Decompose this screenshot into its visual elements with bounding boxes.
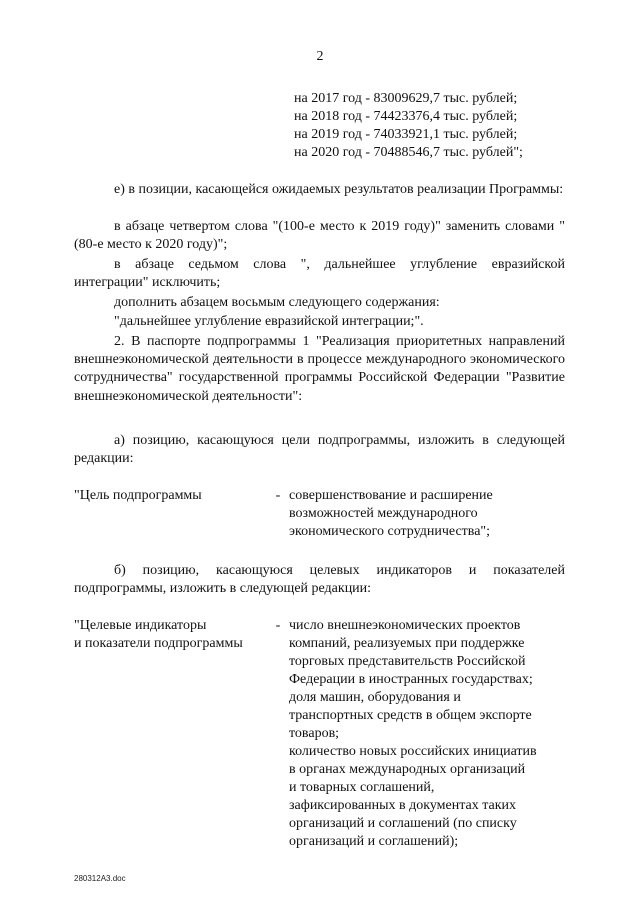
- goal-line: возможностей международного: [289, 506, 478, 521]
- paragraph-e-item-3: дополнить абзацем восьмым следующего содержания:: [114, 295, 440, 310]
- indicator-line: транспортных средств в общем экспорте: [289, 708, 532, 723]
- indicator-line: число внешнеэкономических проектов: [289, 618, 521, 633]
- paragraph-e-item-1: в абзаце четвертом слова "(100-е место к 2019 году)" заменить словами "(80-е место к 2020 году)";: [74, 219, 565, 253]
- paragraph-e-item-2: в абзаце седьмом слова ", дальнейшее углубление евразийской интеграции" исключить;: [74, 257, 565, 291]
- page-number: 2: [316, 49, 324, 64]
- indicators-label: [74, 617, 264, 653]
- goal-value: [289, 487, 565, 541]
- indicators-row: [74, 617, 565, 857]
- goal-dash: -: [275, 488, 281, 503]
- indicators-dash: -: [275, 618, 281, 633]
- budget-lines: [294, 90, 523, 162]
- budget-line: на 2020 год - 70488546,7 тыс. рублей";: [294, 145, 523, 160]
- indicator-line: Федерации в иностранных государствах;: [289, 672, 533, 687]
- indicator-line: количество новых российских инициатив: [289, 744, 537, 759]
- document-footer-code: 280312А3.doc: [74, 874, 126, 883]
- budget-line: на 2017 год - 83009629,7 тыс. рублей;: [294, 91, 518, 106]
- indicator-line: и товарных соглашений,: [289, 780, 435, 795]
- indicator-line: торговых представительств Российской: [289, 654, 526, 669]
- paragraph-e-item-4: "дальнейшее углубление евразийской интеграции;".: [114, 314, 424, 329]
- paragraph-e-heading: е) в позиции, касающейся ожидаемых результатов реализации Программы:: [114, 182, 564, 197]
- goal-line: экономического сотрудничества";: [289, 524, 491, 539]
- indicator-line: в органах международных организаций: [289, 762, 526, 777]
- budget-line: на 2018 год - 74423376,4 тыс. рублей;: [294, 109, 518, 124]
- goal-row: [74, 487, 565, 547]
- indicator-line: организаций и соглашений);: [289, 834, 459, 849]
- indicator-line: компаний, реализуемых при поддержке: [289, 636, 525, 651]
- indicators-label-line: "Целевые индикаторы: [74, 618, 207, 633]
- indicator-line: доля машин, оборудования и: [289, 690, 461, 705]
- indicator-line: организаций и соглашений (по списку: [289, 816, 517, 831]
- paragraph-b-heading: б) позицию, касающуюся целевых индикаторов и показателей подпрограммы, изложить в следующей редакции:: [74, 563, 565, 597]
- indicator-line: зафиксированных в документах таких: [289, 798, 517, 813]
- paragraph-a-heading: а) позицию, касающуюся цели подпрограммы, изложить в следующей редакции:: [74, 433, 565, 467]
- goal-label: "Цель подпрограммы: [74, 488, 202, 503]
- indicator-line: товаров;: [289, 726, 340, 741]
- indicators-label-line: и показатели подпрограммы: [74, 636, 243, 651]
- budget-line: на 2019 год - 74033921,1 тыс. рублей;: [294, 127, 518, 142]
- indicators-value: [289, 617, 565, 851]
- goal-line: совершенствование и расширение: [289, 488, 493, 503]
- paragraph-2: 2. В паспорте подпрограммы 1 "Реализация приоритетных направлений внешнеэкономической деятельности в процессе международного экономического сотрудничества" государственной программы Российской Федерации "Развитие внешнеэкономической деятельности":: [74, 334, 565, 404]
